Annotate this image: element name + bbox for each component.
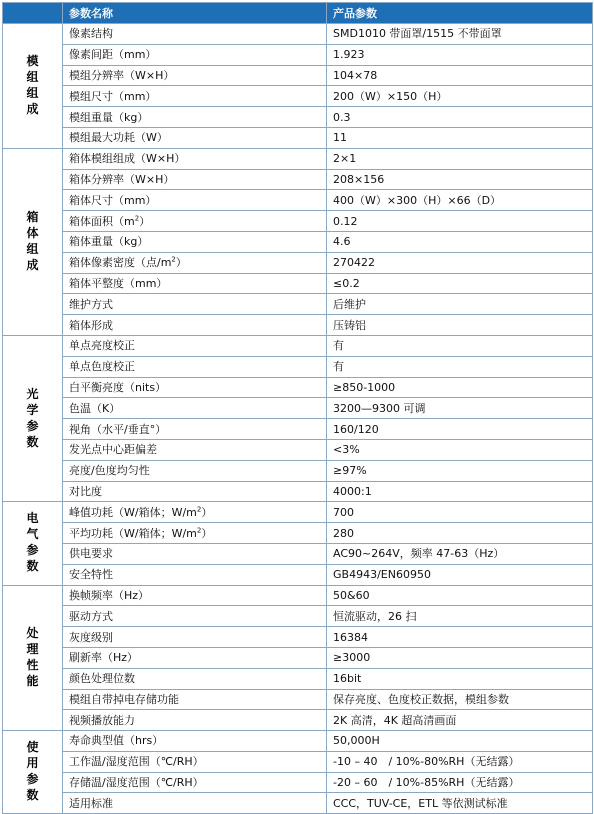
- table-row: [3, 377, 593, 398]
- param-name: 发光点中心距偏差: [69, 443, 157, 457]
- param-name-cell: [63, 169, 327, 190]
- param-value: -10 – 40 / 10%-80%RH（无结露）: [327, 751, 593, 772]
- param-value: ≥850-1000: [327, 377, 593, 398]
- param-name: 模组尺寸（mm）: [69, 89, 157, 103]
- param-name-cell: [63, 273, 327, 294]
- header-product-param: 产品参数: [327, 3, 593, 24]
- table-row: [3, 502, 593, 523]
- param-name: 箱体模组组成（W×H）: [69, 152, 186, 166]
- table-row: [3, 627, 593, 648]
- param-name: 视频播放能力: [69, 713, 135, 727]
- param-name: 维护方式: [69, 297, 113, 311]
- param-value: 280: [327, 523, 593, 544]
- param-name-tail: ）: [139, 214, 151, 228]
- param-name: 视角（水平/垂直°）: [69, 422, 167, 436]
- group-label: 使用参数: [26, 740, 39, 803]
- param-name: 平均功耗（W/箱体；W/m: [69, 526, 197, 540]
- param-value: 压铸铝: [327, 315, 593, 336]
- param-value: 1.923: [327, 44, 593, 65]
- table-row: [3, 335, 593, 356]
- param-value: 200（W）×150（H）: [327, 86, 593, 107]
- table-row: [3, 294, 593, 315]
- table-row: [3, 211, 593, 232]
- table-row: [3, 24, 593, 45]
- param-value: ≤0.2: [327, 273, 593, 294]
- table-row: [3, 252, 593, 273]
- param-name: 灰度级别: [69, 630, 113, 644]
- param-value: 4000:1: [327, 481, 593, 502]
- group-label-cell: [3, 502, 63, 585]
- group-label: 电气参数: [26, 511, 39, 574]
- param-value: 后维护: [327, 294, 593, 315]
- table-row: [3, 710, 593, 731]
- param-name-cell: [63, 523, 327, 544]
- param-name-cell: [63, 127, 327, 148]
- param-name-cell: [63, 86, 327, 107]
- param-name: 模组自带掉电存储功能: [69, 692, 179, 706]
- table-row: [3, 169, 593, 190]
- table-row: [3, 793, 593, 814]
- table-row: [3, 398, 593, 419]
- group-label-cell: [3, 148, 63, 335]
- param-name: 存储温/湿度范围（℃/RH）: [69, 776, 204, 790]
- param-name-cell: [63, 460, 327, 481]
- table-row: [3, 564, 593, 585]
- param-name-cell: [63, 419, 327, 440]
- param-value: 104×78: [327, 65, 593, 86]
- param-value: 16384: [327, 627, 593, 648]
- table-row: [3, 647, 593, 668]
- group-label-cell: [3, 731, 63, 814]
- table-row: [3, 231, 593, 252]
- param-value: 208×156: [327, 169, 593, 190]
- param-value: 50&60: [327, 585, 593, 606]
- table-row: [3, 772, 593, 793]
- table-row: [3, 731, 593, 752]
- param-name-cell: [63, 44, 327, 65]
- param-name-cell: [63, 335, 327, 356]
- param-name: 像素结构: [69, 27, 113, 41]
- param-name: 色温（K）: [69, 401, 121, 415]
- group-label: 箱体组成: [26, 209, 39, 272]
- param-value: 0.12: [327, 211, 593, 232]
- table-row: [3, 689, 593, 710]
- header-param-name: 参数名称: [63, 3, 327, 24]
- table-row: [3, 273, 593, 294]
- table-row: [3, 481, 593, 502]
- param-name-cell: [63, 647, 327, 668]
- param-value: 270422: [327, 252, 593, 273]
- param-name-cell: [63, 190, 327, 211]
- param-name: 驱动方式: [69, 609, 113, 623]
- table-row: [3, 65, 593, 86]
- table-row: [3, 419, 593, 440]
- param-name: 箱体分辨率（W×H）: [69, 172, 175, 186]
- param-name: 像素间距（mm）: [69, 48, 157, 62]
- param-name-cell: [63, 585, 327, 606]
- param-name-cell: [63, 564, 327, 585]
- param-name: 模组最大功耗（W）: [69, 131, 168, 145]
- table-row: [3, 460, 593, 481]
- param-value: 2K 高清，4K 超高清画面: [327, 710, 593, 731]
- param-name-cell: [63, 148, 327, 169]
- param-name: 刷新率（Hz）: [69, 651, 139, 665]
- param-value: CCC，TUV-CE，ETL 等依测试标准: [327, 793, 593, 814]
- param-name-cell: [63, 772, 327, 793]
- param-value: 0.3: [327, 107, 593, 128]
- param-value: ≥3000: [327, 647, 593, 668]
- param-value: 3200—9300 可调: [327, 398, 593, 419]
- param-value: 11: [327, 127, 593, 148]
- param-name: 供电要求: [69, 547, 113, 561]
- param-name-cell: [63, 502, 327, 523]
- table-row: [3, 523, 593, 544]
- param-value: 160/120: [327, 419, 593, 440]
- param-name-cell: [63, 627, 327, 648]
- param-name-superscript: 2: [196, 525, 202, 534]
- param-name: 箱体形成: [69, 318, 113, 332]
- param-name-tail: ）: [175, 256, 187, 270]
- param-name-cell: [63, 356, 327, 377]
- param-name: 箱体像素密度（点/m: [69, 256, 172, 270]
- param-name: 白平衡亮度（nits）: [69, 380, 167, 394]
- param-name-cell: [63, 793, 327, 814]
- param-name-superscript: 2: [134, 213, 140, 222]
- param-value: <3%: [327, 439, 593, 460]
- param-name: 安全特性: [69, 568, 113, 582]
- param-name-tail: ）: [201, 505, 213, 519]
- param-name: 换帧频率（Hz）: [69, 588, 150, 602]
- group-label-cell: [3, 24, 63, 149]
- table-row: [3, 585, 593, 606]
- param-name-cell: [63, 606, 327, 627]
- param-name-cell: [63, 751, 327, 772]
- param-value: 恒流驱动，26 扫: [327, 606, 593, 627]
- param-value: GB4943/EN60950: [327, 564, 593, 585]
- group-label: 处理性能: [26, 625, 39, 688]
- param-name: 箱体平整度（mm）: [69, 276, 168, 290]
- param-name: 箱体重量（kg）: [69, 235, 149, 249]
- param-value: -20 – 60 / 10%-85%RH（无结露）: [327, 772, 593, 793]
- spec-body: [3, 24, 593, 814]
- header-group-cell: [3, 3, 63, 24]
- param-name-cell: [63, 543, 327, 564]
- table-row: [3, 543, 593, 564]
- param-name: 对比度: [69, 484, 102, 498]
- param-name: 寿命典型值（hrs）: [69, 734, 164, 748]
- param-value: 50,000H: [327, 731, 593, 752]
- table-row: [3, 668, 593, 689]
- param-name: 箱体尺寸（mm）: [69, 193, 157, 207]
- param-name: 亮度/色度均匀性: [69, 464, 150, 478]
- param-name-cell: [63, 481, 327, 502]
- table-row: [3, 107, 593, 128]
- group-label: 光学参数: [26, 386, 39, 449]
- param-name-superscript: 2: [171, 255, 176, 264]
- param-name: 箱体面积（m: [69, 214, 135, 228]
- spec-table: [2, 2, 593, 814]
- param-value: 400（W）×300（H）×66（D）: [327, 190, 593, 211]
- table-row: [3, 190, 593, 211]
- param-name-cell: [63, 689, 327, 710]
- table-row: [3, 44, 593, 65]
- param-value: 16bit: [327, 668, 593, 689]
- table-row: [3, 315, 593, 336]
- param-name-cell: [63, 294, 327, 315]
- param-name: 模组分辨率（W×H）: [69, 68, 175, 82]
- param-name-cell: [63, 315, 327, 336]
- param-name-cell: [63, 398, 327, 419]
- param-value: SMD1010 带面罩/1515 不带面罩: [327, 24, 593, 45]
- param-value: 4.6: [327, 231, 593, 252]
- table-row: [3, 439, 593, 460]
- param-name: 适用标准: [69, 796, 113, 810]
- group-label-cell: [3, 335, 63, 501]
- param-value: 保存亮度、色度校正数据，模组参数: [327, 689, 593, 710]
- param-name-cell: [63, 252, 327, 273]
- param-name-cell: [63, 65, 327, 86]
- param-name-tail: ）: [201, 526, 213, 540]
- param-name-cell: [63, 211, 327, 232]
- group-label: 模组组成: [26, 53, 39, 116]
- param-name: 工作温/湿度范围（℃/RH）: [69, 755, 204, 769]
- table-row: [3, 127, 593, 148]
- table-row: [3, 148, 593, 169]
- param-name-cell: [63, 668, 327, 689]
- table-row: [3, 356, 593, 377]
- param-value: 有: [327, 335, 593, 356]
- param-value: AC90~264V，频率 47-63（Hz）: [327, 543, 593, 564]
- param-name-cell: [63, 107, 327, 128]
- param-name-superscript: 2: [196, 505, 202, 514]
- param-name-cell: [63, 731, 327, 752]
- param-name: 颜色处理位数: [69, 672, 135, 686]
- param-value: 700: [327, 502, 593, 523]
- param-name: 单点色度校正: [69, 360, 135, 374]
- table-row: [3, 86, 593, 107]
- param-name-cell: [63, 24, 327, 45]
- table-row: [3, 751, 593, 772]
- table-row: [3, 606, 593, 627]
- param-name: 模组重量（kg）: [69, 110, 149, 124]
- param-name: 单点亮度校正: [69, 339, 135, 353]
- param-name-cell: [63, 439, 327, 460]
- param-name-cell: [63, 231, 327, 252]
- param-value: 2×1: [327, 148, 593, 169]
- param-name: 峰值功耗（W/箱体；W/m: [69, 505, 197, 519]
- group-label-cell: [3, 585, 63, 731]
- param-value: ≥97%: [327, 460, 593, 481]
- param-value: 有: [327, 356, 593, 377]
- header-row: [3, 3, 593, 24]
- param-name-cell: [63, 710, 327, 731]
- param-name-cell: [63, 377, 327, 398]
